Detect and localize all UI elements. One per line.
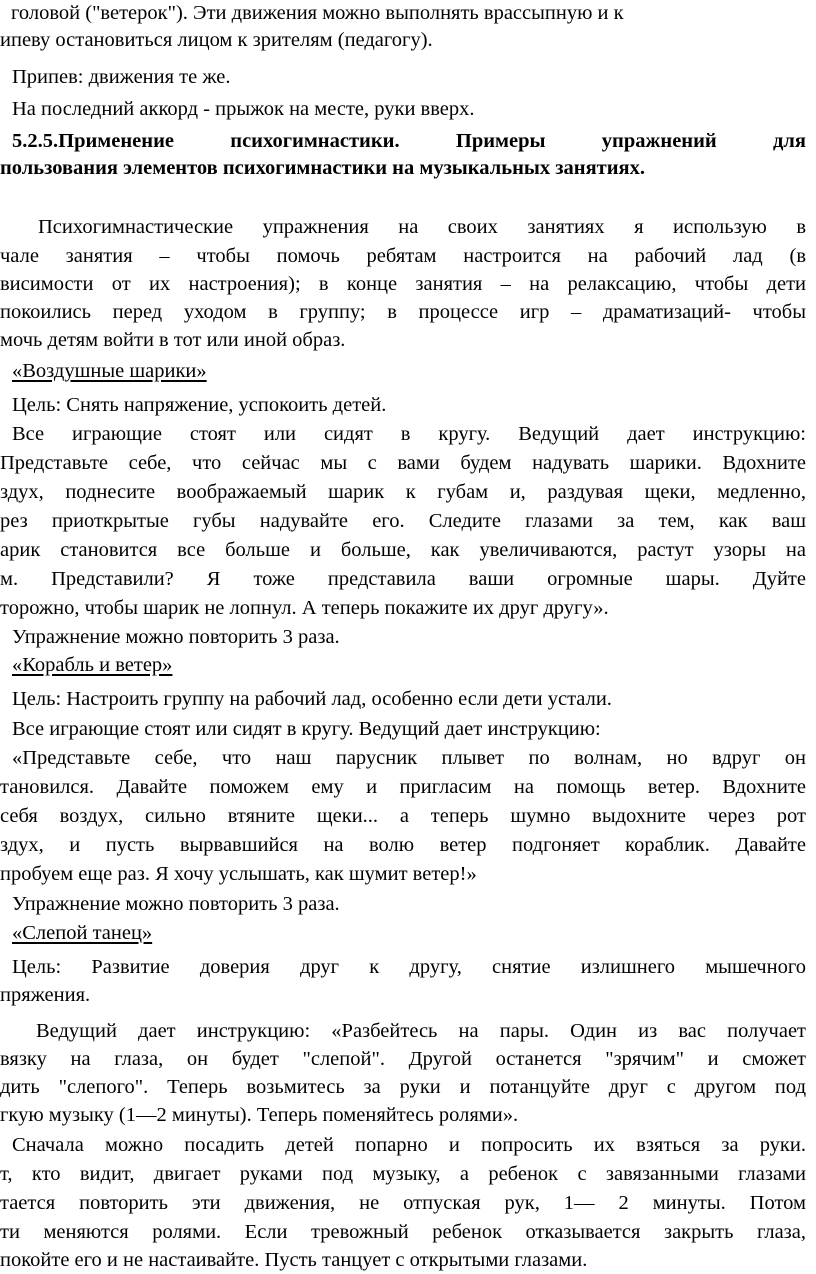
paragraph-line: пробуем еще раз. Я хочу услышать, как шумит ветер!» [0,863,477,885]
text-line: Припев: движения те же. [12,66,231,88]
paragraph-line: тановился. Давайте поможем ему и пригласим на помощь ветер. Вдохните [0,776,806,798]
paragraph-line: гкую музыку (1—2 минуты). Теперь поменяйтесь ролями». [0,1104,519,1126]
paragraph-line: Упражнение можно повторить 3 раза. [12,893,340,915]
paragraph-line: здух, и пусть вырвавшийся на волю ветер подгоняет кораблик. Давайте [0,834,806,856]
paragraph-line: чале занятия – чтобы помочь ребятам настроится на рабочий лад (в [0,245,806,267]
exercise-title: «Воздушные шарики» [12,360,207,382]
paragraph-line: Представьте себе, что сейчас мы с вами будем надувать шарики. Вдохните [0,452,806,474]
text-line: ипеву остановиться лицом к зрителям (педагогу). [0,29,433,51]
paragraph-line: здух, поднесите воображаемый шарик к губам и, раздувая щеки, медленно, [0,481,806,503]
paragraph-line: Все играющие стоят или сидят в кругу. Ведущий дает инструкцию: [12,718,601,740]
goal-line: Цель: Настроить группу на рабочий лад, особенно если дети устали. [12,688,612,710]
paragraph-line: дить "слепого". Теперь возьмитесь за руки и потанцуйте друг с другом под [0,1076,806,1098]
paragraph-line: Ведущий дает инструкцию: «Разбейтесь на пары. Один из вас получает [36,1020,806,1042]
paragraph-line: висимости от их настроения); в конце занятия – на релаксацию, чтобы дети [0,273,806,295]
paragraph-line: торожно, чтобы шарик не лопнул. А теперь покажите их друг другу». [0,597,609,619]
paragraph-line: «Представьте себе, что наш парусник плывет по волнам, но вдруг он [12,747,806,769]
section-heading: 5.2.5.Применение психогимнастики. Примеры упражнений для [12,130,806,152]
paragraph-line: покоились перед уходом в группу; в процессе игр – драматизаций- чтобы [0,301,806,323]
paragraph-line: Сначала можно посадить детей попарно и попросить их взяться за руки. [12,1134,806,1156]
paragraph-line: тается повторить эти движения, не отпуская рук, 1— 2 минуты. Потом [0,1192,806,1214]
paragraph-line: м. Представили? Я тоже представила ваши огромные шары. Дуйте [0,568,806,590]
paragraph-line: вязку на глаза, он будет "слепой". Другой останется "зрячим" и сможет [0,1048,806,1070]
paragraph-line: Психогимнастические упражнения на своих занятиях я использую в [38,216,806,238]
text-line: На последний аккорд - прыжок на месте, руки вверх. [12,98,475,120]
exercise-title: «Корабль и ветер» [12,654,173,676]
exercise-title: «Слепой танец» [12,922,153,944]
text-line: головой ("ветерок"). Эти движения можно выполнять врассыпную и к [11,2,624,24]
paragraph-line: арик становится все больше и больше, как увеличиваются, растут узоры на [0,539,806,561]
paragraph-line: мочь детям войти в тот или иной образ. [0,329,346,351]
section-heading: пользования элементов психогимнастики на музыкальных занятиях. [0,157,646,179]
paragraph-line: покойте его и не настаивайте. Пусть танцует с открытыми глазами. [0,1249,588,1271]
paragraph-line: себя воздух, сильно втяните щеки... а теперь шумно выдохните через рот [0,805,806,827]
paragraph-line: рез приоткрытые губы надувайте его. Следите глазами за тем, как ваш [0,510,806,532]
paragraph-line: Упражнение можно повторить 3 раза. [12,626,340,648]
goal-line: Цель: Развитие доверия друг к другу, снятие излишнего мышечного [12,956,806,978]
goal-line: Цель: Снять напряжение, успокоить детей. [12,394,387,416]
goal-line: пряжения. [0,984,91,1006]
paragraph-line: Все играющие стоят или сидят в кругу. Ведущий дает инструкцию: [12,423,806,445]
paragraph-line: т, кто видит, двигает руками под музыку, а ребенок с завязанными глазами [0,1163,806,1185]
paragraph-line: ти меняются ролями. Если тревожный ребенок отказывается закрыть глаза, [0,1221,806,1243]
